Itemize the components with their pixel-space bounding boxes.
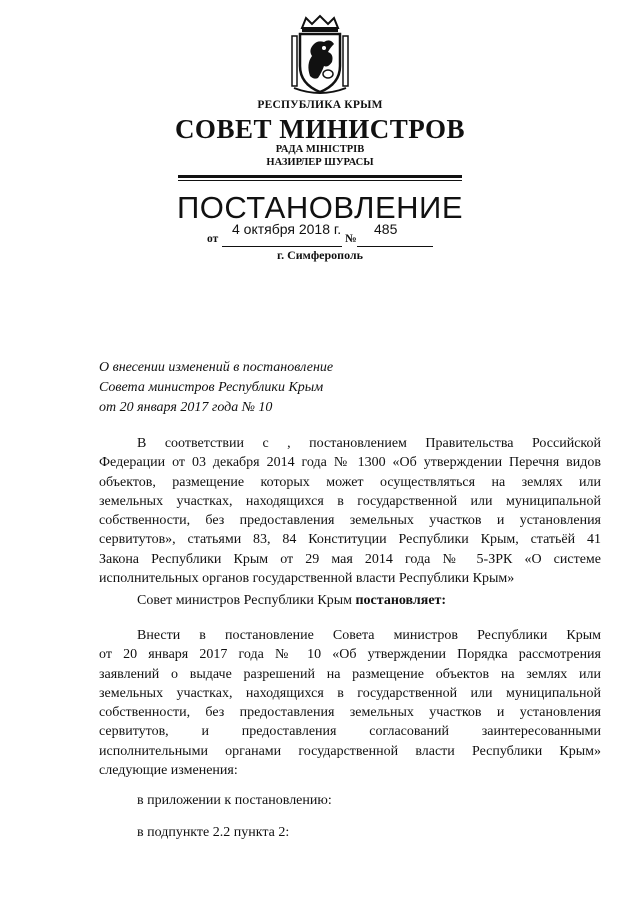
subclause-line: в подпункте 2.2 пункта 2: bbox=[137, 825, 290, 840]
subject-line: О внесении изменений в постановление bbox=[99, 360, 334, 375]
paragraph-line: В соответствии с , постановлением Правительства Российской bbox=[137, 436, 601, 451]
decree-number-value: 485 bbox=[374, 221, 398, 237]
preamble-paragraph bbox=[99, 434, 601, 588]
paragraph-line: следующие изменения: bbox=[99, 763, 238, 779]
date-underline bbox=[222, 246, 342, 247]
date-label: от bbox=[207, 233, 219, 245]
paragraph-line: сервитутов», статьями 83, 84 Конституции Республики Крым, статьёй 41 bbox=[99, 532, 601, 548]
paragraph-line: объектов, размещение которых может осуществляться на землях или bbox=[99, 474, 601, 490]
number-underline bbox=[357, 246, 433, 247]
issue-city: г. Симферополь bbox=[277, 248, 363, 262]
council-title: СОВЕТ МИНИСТРОВ bbox=[174, 114, 466, 144]
resolves-line bbox=[137, 593, 446, 609]
header-divider-thick bbox=[178, 175, 462, 178]
annex-line: в приложении к постановлению: bbox=[137, 793, 332, 808]
paragraph-line: сервитутов, и предоставления согласований заинтересованными bbox=[99, 724, 601, 740]
paragraph-line: от 20 января 2017 года № 10 «Об утверждении Порядка рассмотрения bbox=[99, 647, 601, 663]
subject-line: Совета министров Республики Крым bbox=[99, 380, 324, 395]
coat-of-arms-emblem bbox=[288, 14, 352, 96]
republic-name: РЕСПУБЛИКА КРЫМ bbox=[257, 99, 383, 111]
amendment-paragraph bbox=[99, 626, 601, 780]
resolves-keyword: постановляет: bbox=[355, 593, 447, 608]
paragraph-line: собственности, без предоставления земельных участков и установления bbox=[99, 705, 601, 721]
council-title-crimean-tatar: НАЗИРЛЕР ШУРАСЫ bbox=[266, 157, 374, 168]
document-subject bbox=[99, 358, 333, 418]
paragraph-line: заявлений о выдаче разрешений на размещение объектов на землях или bbox=[99, 666, 601, 682]
resolves-prefix: Совет министров Республики Крым bbox=[137, 593, 356, 608]
number-label: № bbox=[345, 233, 357, 245]
date-number-row bbox=[0, 221, 640, 247]
document-type-title: ПОСТАНОВЛЕНИЕ bbox=[176, 190, 464, 225]
paragraph-line: исполнительными органами государственной власти Республики Крым» bbox=[99, 743, 601, 759]
paragraph-line: Внести в постановление Совета министров Республики Крым bbox=[137, 628, 601, 643]
header-divider-thin bbox=[178, 180, 462, 181]
paragraph-line: земельных участках, находящихся в государственной или муниципальной bbox=[99, 685, 601, 701]
paragraph-line: земельных участках, находящихся в государственной или муниципальной bbox=[99, 493, 601, 509]
subject-line: от 20 января 2017 года № 10 bbox=[99, 400, 273, 415]
decree-date-value: 4 октября 2018 г. bbox=[232, 221, 342, 237]
paragraph-line: исполнительных органов государственной власти Республики Крым» bbox=[99, 571, 515, 587]
paragraph-line: Закона Республики Крым от 29 мая 2014 года № 5-ЗРК «О системе bbox=[99, 551, 601, 567]
council-title-ukrainian: РАДА МІНІСТРІВ bbox=[275, 144, 365, 155]
paragraph-line: собственности, без предоставления земельных участков и установления bbox=[99, 513, 601, 529]
paragraph-line: Федерации от 03 декабря 2014 года № 1300 «Об утверждении Перечня видов bbox=[99, 455, 601, 471]
